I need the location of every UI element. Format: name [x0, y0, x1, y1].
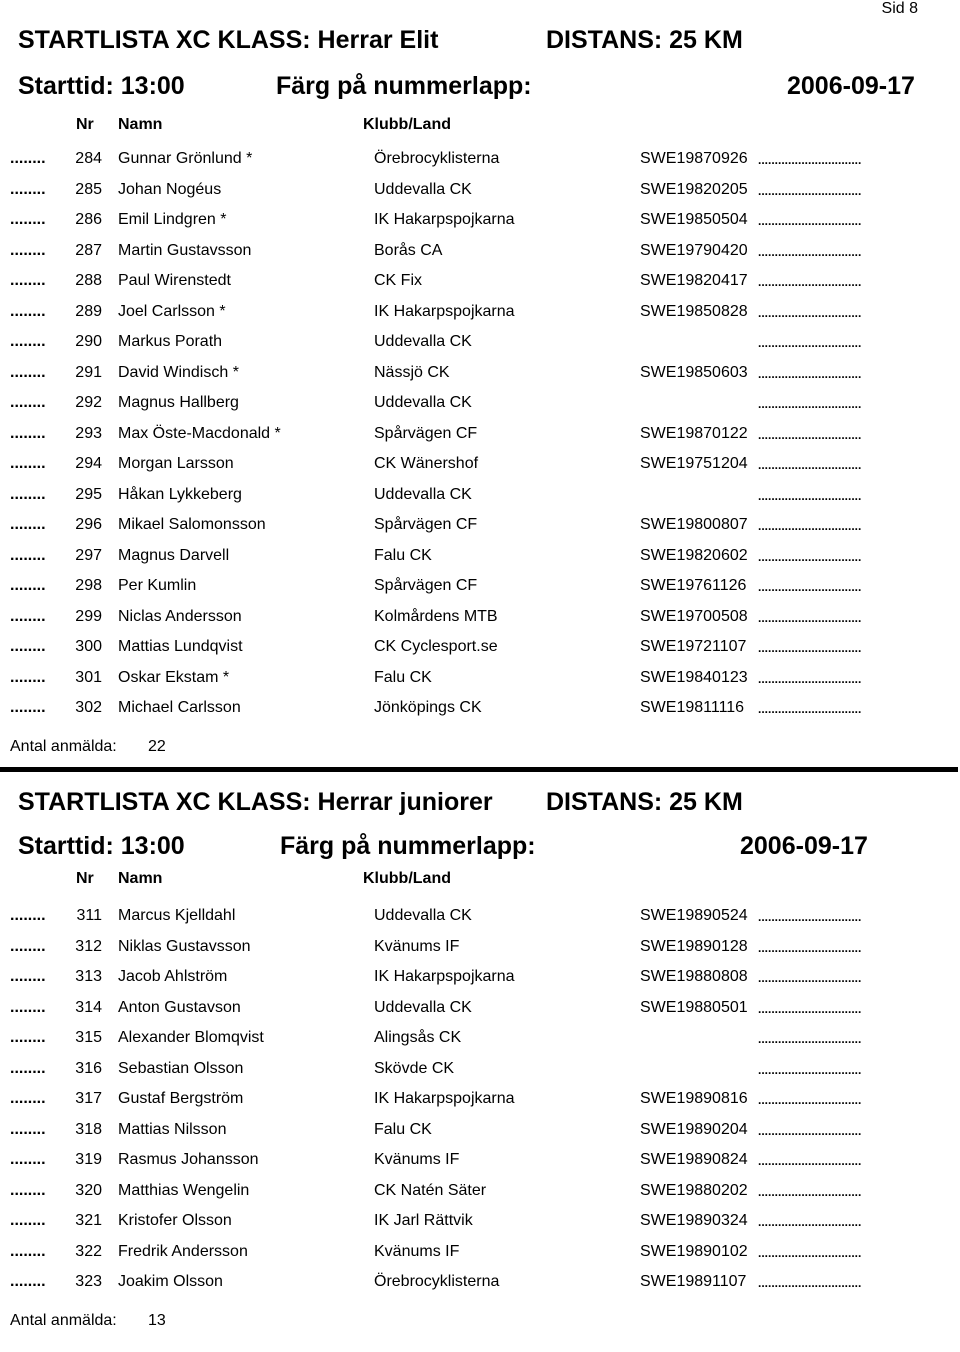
- license-number: SWE19870926: [640, 150, 748, 167]
- rider-row: [0, 394, 960, 424]
- bib-number: 322: [75, 1242, 102, 1260]
- club-name: Falu CK: [374, 668, 432, 686]
- rider-row: [0, 699, 960, 729]
- rider-name: Mattias Nilsson: [118, 1120, 227, 1138]
- row-leader-dots: ........: [10, 180, 46, 198]
- bib-number: 318: [75, 1120, 102, 1138]
- row-leader-dots: ........: [10, 1181, 46, 1199]
- bib-number: 323: [75, 1273, 102, 1290]
- entry-count-label: Antal anmälda:: [10, 1312, 117, 1329]
- rider-name: Jacob Ahlström: [118, 968, 228, 985]
- signature-dots: ...............................: [758, 305, 862, 320]
- club-name: IK Jarl Rättvik: [374, 1212, 473, 1229]
- rider-row: [0, 150, 960, 180]
- club-name: Falu CK: [374, 546, 432, 564]
- rider-name: Michael Carlsson: [118, 699, 241, 716]
- rider-row: [0, 516, 960, 546]
- signature-dots: ...............................: [758, 458, 862, 472]
- club-name: CK Cyclesport.se: [374, 638, 498, 655]
- rider-row: [0, 486, 960, 516]
- club-name: Nässjö CK: [374, 363, 450, 381]
- club-name: Uddevalla CK: [374, 998, 472, 1016]
- bib-number: 320: [75, 1181, 102, 1199]
- club-name: IK Hakarpspojkarna: [374, 211, 515, 228]
- license-number: SWE19890102: [640, 1242, 748, 1260]
- rider-row: [0, 1182, 960, 1212]
- rider-name: Paul Wirenstedt: [118, 272, 231, 289]
- rider-name: Gunnar Grönlund *: [118, 150, 253, 167]
- rider-name: Martin Gustavsson: [118, 241, 252, 259]
- club-name: CK Natén Säter: [374, 1181, 487, 1199]
- license-number: SWE19890824: [640, 1151, 748, 1168]
- rider-name: Gustaf Bergström: [118, 1090, 244, 1107]
- license-number: SWE19890324: [640, 1212, 748, 1229]
- club-name: Kvänums IF: [374, 1151, 460, 1168]
- row-leader-dots: ........: [10, 998, 46, 1016]
- bib-number: 321: [75, 1212, 102, 1229]
- row-leader-dots: ........: [10, 1090, 46, 1107]
- signature-dots: ...............................: [758, 610, 862, 625]
- row-leader-dots: ........: [10, 241, 46, 259]
- bib-number: 285: [75, 180, 102, 198]
- license-number: SWE19890816: [640, 1090, 748, 1107]
- signature-dots: ...............................: [758, 1093, 862, 1107]
- bib-number: 299: [75, 607, 102, 625]
- bib-number: 284: [75, 150, 102, 167]
- rider-name: Magnus Darvell: [118, 546, 230, 564]
- bib-number: 316: [75, 1059, 102, 1077]
- header-nr: Nr: [76, 870, 94, 887]
- rider-name: Anton Gustavson: [118, 998, 241, 1016]
- row-leader-dots: ........: [10, 907, 46, 924]
- club-name: IK Hakarpspojkarna: [374, 968, 515, 985]
- row-leader-dots: ........: [10, 668, 46, 686]
- signature-dots: ...............................: [758, 488, 862, 503]
- rider-row: [0, 242, 960, 272]
- club-name: CK Fix: [374, 272, 422, 289]
- rider-row: [0, 1212, 960, 1242]
- row-leader-dots: ........: [10, 150, 46, 167]
- signature-dots: ...............................: [758, 519, 862, 533]
- club-name: IK Hakarpspojkarna: [374, 1090, 515, 1107]
- row-leader-dots: ........: [10, 577, 46, 594]
- club-name: Uddevalla CK: [374, 333, 472, 350]
- rider-name: Emil Lindgren *: [118, 211, 227, 228]
- row-leader-dots: ........: [10, 699, 46, 716]
- row-leader-dots: ........: [10, 937, 46, 955]
- rider-row: [0, 608, 960, 638]
- row-leader-dots: ........: [10, 424, 46, 442]
- rider-row: [0, 364, 960, 394]
- club-name: Kvänums IF: [374, 937, 460, 955]
- club-name: Örebrocyklisterna: [374, 150, 500, 167]
- bib-color-label: Färg på nummerlapp:: [276, 72, 532, 100]
- header-club: Klubb/Land: [363, 116, 451, 133]
- license-number: SWE19890204: [640, 1120, 748, 1138]
- rider-row: [0, 1060, 960, 1090]
- signature-dots: ...............................: [758, 641, 862, 655]
- club-name: Spårvägen CF: [374, 516, 478, 533]
- rider-row: [0, 1243, 960, 1273]
- license-number: SWE19761126: [640, 577, 747, 594]
- license-number: SWE19880808: [640, 968, 748, 985]
- class-title: STARTLISTA XC KLASS: Herrar juniorer: [18, 788, 493, 816]
- rider-row: [0, 455, 960, 485]
- license-number: SWE19820205: [640, 180, 748, 198]
- rider-name: Joakim Olsson: [118, 1273, 223, 1290]
- bib-number: 319: [75, 1151, 102, 1168]
- rider-row: [0, 968, 960, 998]
- distance-label: DISTANS: 25 KM: [546, 788, 743, 816]
- club-name: Alingsås CK: [374, 1029, 462, 1046]
- rider-name: Rasmus Johansson: [118, 1151, 259, 1168]
- rider-name: Oskar Ekstam *: [118, 668, 230, 686]
- rider-row: [0, 1090, 960, 1120]
- signature-dots: ...............................: [758, 1215, 862, 1229]
- club-name: CK Wänershof: [374, 455, 479, 472]
- entry-count-value: 22: [148, 738, 166, 755]
- bib-color-label: Färg på nummerlapp:: [280, 832, 536, 860]
- row-leader-dots: ........: [10, 1242, 46, 1260]
- rider-name: Mikael Salomonsson: [118, 516, 266, 533]
- license-number: SWE19891107: [640, 1273, 747, 1290]
- signature-dots: ...............................: [758, 1001, 862, 1016]
- signature-dots: ...............................: [758, 427, 862, 442]
- signature-dots: ...............................: [758, 671, 862, 686]
- signature-dots: ...............................: [758, 1154, 862, 1168]
- row-leader-dots: ........: [10, 516, 46, 533]
- signature-dots: ...............................: [758, 153, 862, 167]
- license-number: SWE19870122: [640, 424, 748, 442]
- rider-name: Håkan Lykkeberg: [118, 485, 242, 503]
- header-name: Namn: [118, 116, 163, 133]
- rider-row: [0, 577, 960, 607]
- rider-name: Max Öste-Macdonald *: [118, 424, 281, 442]
- row-leader-dots: ........: [10, 272, 46, 289]
- rider-row: [0, 272, 960, 302]
- rider-row: [0, 1273, 960, 1303]
- row-leader-dots: ........: [10, 1029, 46, 1046]
- license-number: SWE19880501: [640, 998, 748, 1016]
- bib-number: 302: [75, 699, 102, 716]
- signature-dots: ...............................: [758, 910, 862, 924]
- license-number: SWE19790420: [640, 241, 748, 259]
- row-leader-dots: ........: [10, 302, 46, 320]
- bib-number: 288: [75, 272, 102, 289]
- signature-dots: ...............................: [758, 275, 862, 289]
- header-club: Klubb/Land: [363, 870, 451, 887]
- license-number: SWE19811116: [640, 699, 745, 716]
- header-name: Namn: [118, 870, 163, 887]
- row-leader-dots: ........: [10, 1212, 46, 1229]
- club-name: Uddevalla CK: [374, 485, 472, 503]
- license-number: SWE19751204: [640, 455, 748, 472]
- signature-dots: ...............................: [758, 397, 862, 411]
- entry-count-label: Antal anmälda:: [10, 738, 117, 755]
- license-number: SWE19850603: [640, 363, 748, 381]
- club-name: Uddevalla CK: [374, 180, 472, 198]
- rider-name: Mattias Lundqvist: [118, 638, 243, 655]
- rider-row: [0, 907, 960, 937]
- bib-number: 314: [75, 998, 102, 1016]
- row-leader-dots: ........: [10, 363, 46, 381]
- rider-row: [0, 938, 960, 968]
- license-number: SWE19890128: [640, 937, 748, 955]
- rider-row: [0, 425, 960, 455]
- license-number: SWE19850828: [640, 302, 748, 320]
- row-leader-dots: ........: [10, 1151, 46, 1168]
- bib-number: 291: [75, 363, 102, 381]
- bib-number: 300: [75, 638, 102, 655]
- bib-number: 292: [75, 394, 102, 411]
- distance-label: DISTANS: 25 KM: [546, 26, 743, 54]
- license-number: SWE19840123: [640, 668, 748, 686]
- bib-number: 298: [75, 577, 102, 594]
- bib-number: 289: [75, 302, 102, 320]
- bib-number: 315: [75, 1029, 102, 1046]
- rider-row: [0, 999, 960, 1029]
- rider-row: [0, 1121, 960, 1151]
- license-number: SWE19850504: [640, 211, 748, 228]
- row-leader-dots: ........: [10, 1120, 46, 1138]
- rider-name: Sebastian Olsson: [118, 1059, 244, 1077]
- rider-name: Johan Nogéus: [118, 180, 222, 198]
- rider-name: Marcus Kjelldahl: [118, 907, 236, 924]
- rider-row: [0, 211, 960, 241]
- club-name: Skövde CK: [374, 1059, 455, 1077]
- club-name: Kvänums IF: [374, 1242, 460, 1260]
- bib-number: 297: [75, 546, 102, 564]
- row-leader-dots: ........: [10, 485, 46, 503]
- row-leader-dots: ........: [10, 333, 46, 350]
- signature-dots: ...............................: [758, 1184, 862, 1199]
- rider-row: [0, 333, 960, 363]
- start-time: Starttid: 13:00: [18, 72, 185, 100]
- signature-dots: ...............................: [758, 549, 862, 564]
- rider-row: [0, 1029, 960, 1059]
- signature-dots: ...............................: [758, 580, 862, 594]
- license-number: SWE19800807: [640, 516, 748, 533]
- row-leader-dots: ........: [10, 211, 46, 228]
- race-date: 2006-09-17: [787, 72, 915, 100]
- license-number: SWE19820602: [640, 546, 748, 564]
- rider-row: [0, 638, 960, 668]
- signature-dots: ...............................: [758, 366, 862, 381]
- signature-dots: ...............................: [758, 940, 862, 955]
- rider-name: Joel Carlsson *: [118, 302, 226, 320]
- rider-name: Fredrik Andersson: [118, 1242, 248, 1260]
- rider-name: Per Kumlin: [118, 577, 197, 594]
- rider-row: [0, 303, 960, 333]
- club-name: Kolmårdens MTB: [374, 607, 498, 625]
- bib-number: 293: [75, 424, 102, 442]
- rider-name: Niklas Gustavsson: [118, 937, 251, 955]
- license-number: SWE19700508: [640, 607, 748, 625]
- club-name: IK Hakarpspojkarna: [374, 302, 515, 320]
- page-number: Sid 8: [881, 0, 918, 17]
- start-time: Starttid: 13:00: [18, 832, 185, 860]
- club-name: Uddevalla CK: [374, 394, 472, 411]
- rider-row: [0, 181, 960, 211]
- rider-name: Matthias Wengelin: [118, 1181, 250, 1199]
- rider-name: Kristofer Olsson: [118, 1212, 232, 1229]
- rider-row: [0, 1151, 960, 1181]
- bib-number: 287: [75, 241, 102, 259]
- club-name: Spårvägen CF: [374, 577, 478, 594]
- signature-dots: ...............................: [758, 971, 862, 985]
- license-number: SWE19880202: [640, 1181, 748, 1199]
- entry-count-value: 13: [148, 1312, 166, 1329]
- class-title: STARTLISTA XC KLASS: Herrar Elit: [18, 26, 439, 54]
- row-leader-dots: ........: [10, 968, 46, 985]
- rider-name: Magnus Hallberg: [118, 394, 239, 411]
- license-number: SWE19820417: [640, 272, 748, 289]
- signature-dots: ...............................: [758, 702, 862, 716]
- license-number: SWE19721107: [640, 638, 747, 655]
- signature-dots: ...............................: [758, 336, 862, 350]
- rider-name: Alexander Blomqvist: [118, 1029, 264, 1046]
- signature-dots: ...............................: [758, 1276, 862, 1290]
- signature-dots: ...............................: [758, 1245, 862, 1260]
- rider-row: [0, 669, 960, 699]
- bib-number: 313: [75, 968, 102, 985]
- section-divider: [0, 767, 958, 772]
- row-leader-dots: ........: [10, 394, 46, 411]
- bib-number: 294: [75, 455, 102, 472]
- bib-number: 311: [76, 907, 102, 924]
- bib-number: 301: [75, 668, 102, 686]
- row-leader-dots: ........: [10, 546, 46, 564]
- bib-number: 290: [75, 333, 102, 350]
- bib-number: 295: [75, 485, 102, 503]
- club-name: Falu CK: [374, 1120, 432, 1138]
- signature-dots: ...............................: [758, 244, 862, 259]
- club-name: Jönköpings CK: [374, 699, 482, 716]
- rider-name: Morgan Larsson: [118, 455, 234, 472]
- signature-dots: ...............................: [758, 1032, 862, 1046]
- license-number: SWE19890524: [640, 907, 748, 924]
- rider-name: Markus Porath: [118, 333, 223, 350]
- club-name: Borås CA: [374, 241, 443, 259]
- rider-row: [0, 547, 960, 577]
- signature-dots: ...............................: [758, 1062, 862, 1077]
- signature-dots: ...............................: [758, 183, 862, 198]
- race-date: 2006-09-17: [740, 832, 868, 860]
- bib-number: 312: [75, 937, 102, 955]
- bib-number: 296: [75, 516, 102, 533]
- club-name: Spårvägen CF: [374, 424, 478, 442]
- bib-number: 317: [75, 1090, 102, 1107]
- row-leader-dots: ........: [10, 638, 46, 655]
- club-name: Örebrocyklisterna: [374, 1273, 500, 1290]
- signature-dots: ...............................: [758, 1123, 862, 1138]
- row-leader-dots: ........: [10, 1059, 46, 1077]
- signature-dots: ...............................: [758, 214, 862, 228]
- row-leader-dots: ........: [10, 1273, 46, 1290]
- bib-number: 286: [75, 211, 102, 228]
- club-name: Uddevalla CK: [374, 907, 472, 924]
- row-leader-dots: ........: [10, 455, 46, 472]
- rider-name: Niclas Andersson: [118, 607, 242, 625]
- header-nr: Nr: [76, 116, 94, 133]
- rider-name: David Windisch *: [118, 363, 239, 381]
- row-leader-dots: ........: [10, 607, 46, 625]
